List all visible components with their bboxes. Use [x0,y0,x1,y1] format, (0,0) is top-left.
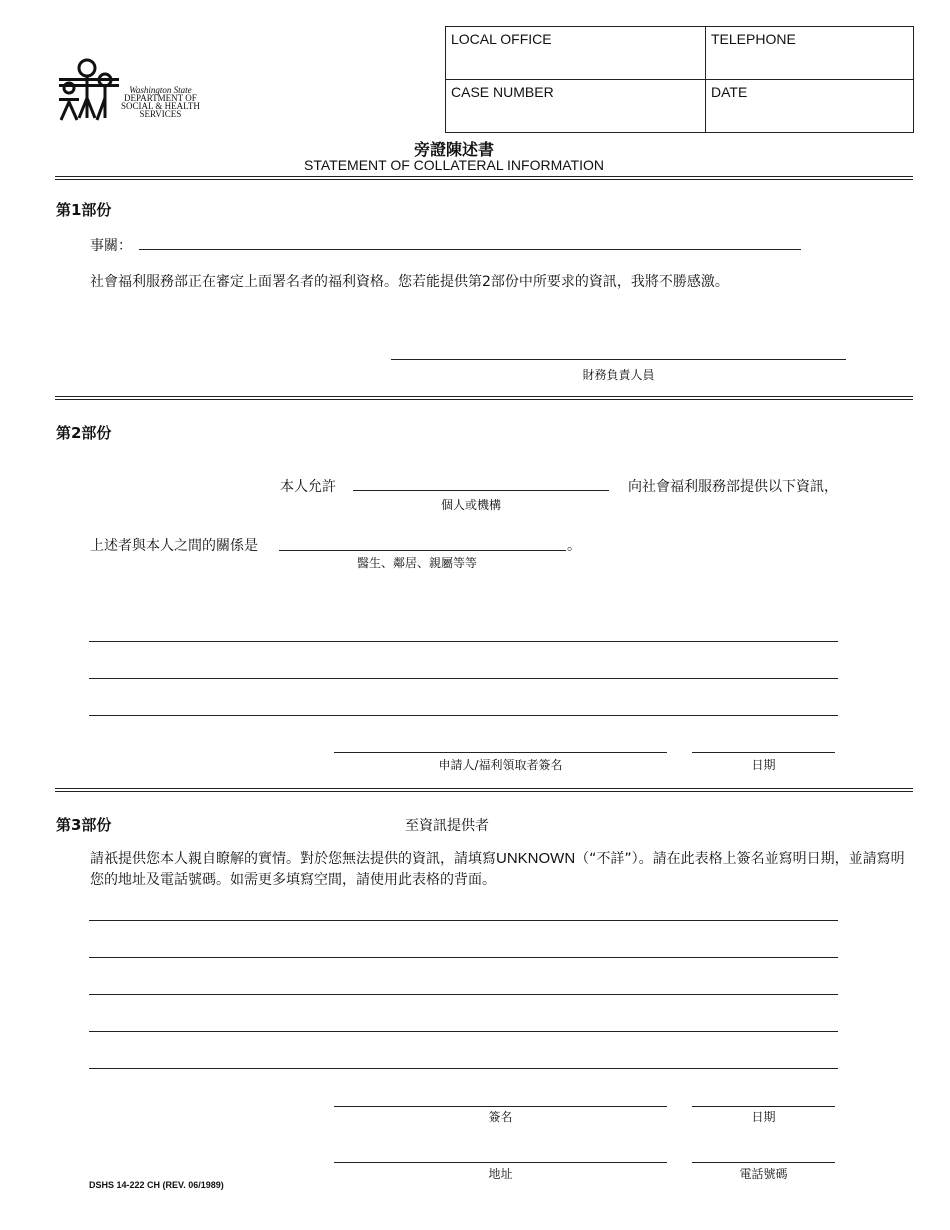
logo-text: Washington State [129,85,192,95]
unknown-word: UNKNOWN [496,850,576,867]
info-line[interactable] [89,1068,838,1069]
provider-date-caption: 日期 [751,1110,776,1124]
logo-text: DEPARTMENT OF [124,93,197,103]
provider-signature-caption: 簽名 [488,1110,513,1124]
case-number-field[interactable] [445,79,706,133]
part1-heading: 第1部份 [56,201,112,219]
info-line[interactable] [89,957,838,958]
applicant-signature-caption: 申請人/福利領取者簽名 [438,758,563,772]
officer-caption: 財務負責人員 [582,368,655,382]
info-line[interactable] [89,994,838,995]
officer-signature-line[interactable] [391,359,846,360]
authorize-label: 本人允許 [280,479,336,495]
provide-text: 向社會福利服務部提供以下資訊， [628,479,838,495]
logo-text: SOCIAL & HEALTH [121,101,200,111]
info-line[interactable] [89,641,838,642]
divider [55,396,913,400]
form-number: DSHS 14-222 CH (REV. 06/1989) [89,1180,224,1190]
local-office-field[interactable] [445,26,706,80]
part1-text: 社會福利服務部正在審定上面署名者的福利資格。您若能提供第2部份中所要求的資訊，我將不勝感激。 [90,274,729,290]
case-number-label: CASE NUMBER [451,84,554,100]
provider-phone-line[interactable] [692,1162,835,1163]
part3-heading: 第3部份 [56,816,112,834]
date-label: DATE [711,84,748,100]
part3-text-a: 請祇提供您本人親自瞭解的實情。對於您無法提供的資訊，請填寫 [90,851,496,867]
provider-signature-line[interactable] [334,1106,667,1107]
provider-address-line[interactable] [334,1162,667,1163]
relation-label: 上述者與本人之間的關係是 [90,538,258,554]
part3-text-b: （“不詳”）。請在此表格上簽名並寫明日期，並請寫明您的地址及電話號碼。如需更多填寫空間，請使用此表格的背面。 [90,851,905,888]
person-input-line[interactable] [353,490,609,491]
date-field[interactable] [705,79,914,133]
divider [55,788,913,792]
info-line[interactable] [89,715,838,716]
relation-end: 。 [567,538,581,554]
provider-address-caption: 地址 [488,1167,513,1181]
people-logo-icon [57,58,121,124]
part2-heading: 第2部份 [56,424,112,442]
divider [55,176,913,180]
provider-phone-caption: 電話號碼 [739,1167,788,1181]
regarding-input-line[interactable] [139,249,801,250]
info-line[interactable] [89,920,838,921]
logo-text: SERVICES [139,109,182,119]
part3-text [90,848,905,891]
applicant-date-caption: 日期 [751,758,776,772]
local-office-label: LOCAL OFFICE [451,31,552,47]
relation-caption: 醫生、鄰居、親屬等等 [356,556,477,570]
relation-input-line[interactable] [279,550,566,551]
applicant-date-line[interactable] [692,752,835,753]
part3-to: 至資訊提供者 [405,818,489,834]
provider-date-line[interactable] [692,1106,835,1107]
telephone-label: TELEPHONE [711,31,796,47]
title-english: STATEMENT OF COLLATERAL INFORMATION [304,157,604,173]
applicant-signature-line[interactable] [334,752,667,753]
info-line[interactable] [89,678,838,679]
title-chinese: 旁證陳述書 [413,140,494,159]
person-caption: 個人或機構 [440,498,501,512]
info-line[interactable] [89,1031,838,1032]
telephone-field[interactable] [705,26,914,80]
regarding-label: 事關： [90,238,132,254]
dshs-logo [57,58,207,124]
